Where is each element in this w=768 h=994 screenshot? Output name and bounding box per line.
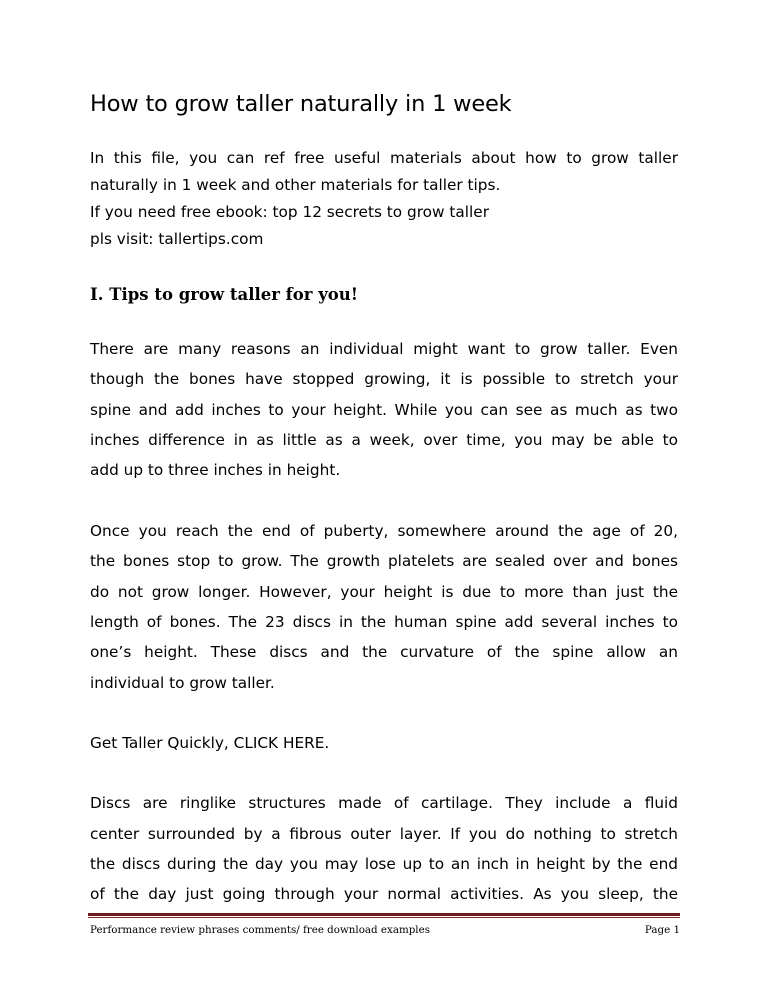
page-content — [90, 90, 678, 940]
intro-block — [90, 145, 678, 253]
section-heading: I. Tips to grow taller for you! — [90, 285, 359, 305]
paragraph-2-line: Once you reach the end of puberty, somewhere around the age of 20, — [90, 521, 678, 540]
paragraph-1-line: though the bones have stopped growing, it is possible to stretch your — [90, 370, 678, 389]
paragraph-3 — [90, 788, 678, 910]
paragraph-2 — [90, 516, 678, 698]
intro-line-3: If you need free ebook: top 12 secrets to grow taller — [90, 203, 489, 222]
footer-rule-thin — [88, 917, 680, 918]
paragraph-3-line: Discs are ringlike structures made of cartilage. They include a fluid — [90, 794, 678, 813]
paragraph-1-line: inches difference in as little as a week, over time, you may be able to — [90, 430, 678, 449]
footer-rule-thick — [88, 913, 680, 916]
footer-caption: Performance review phrases comments/ free download examples — [90, 924, 430, 936]
paragraph-2-line: length of bones. The 23 discs in the human spine add several inches to — [90, 612, 678, 631]
paragraph-3-line: center surrounded by a fibrous outer layer. If you do nothing to stretch — [90, 824, 678, 843]
paragraph-2-line: one’s height. These discs and the curvature of the spine allow an — [90, 643, 678, 662]
paragraph-1-line: There are many reasons an individual might want to grow taller. Even — [90, 339, 678, 358]
paragraph-1-line: spine and add inches to your height. While you can see as much as two — [90, 400, 678, 419]
paragraph-2-line: individual to grow taller. — [90, 673, 275, 692]
get-taller-link-text[interactable]: Get Taller Quickly, CLICK HERE. — [90, 734, 330, 753]
paragraph-1-line: add up to three inches in height. — [90, 461, 341, 480]
intro-line-2: naturally in 1 week and other materials for taller tips. — [90, 176, 501, 195]
paragraph-1 — [90, 334, 678, 486]
intro-line-1: In this file, you can ref free useful materials about how to grow taller — [90, 149, 678, 168]
paragraph-2-line: do not grow longer. However, your height is due to more than just the — [90, 582, 678, 601]
page-number: Page 1 — [644, 924, 680, 936]
paragraph-2-line: the bones stop to grow. The growth platelets are sealed over and bones — [90, 552, 678, 571]
document-title: How to grow taller naturally in 1 week — [90, 91, 512, 117]
intro-line-4: pls visit: tallertips.com — [90, 230, 264, 249]
paragraph-3-line: the discs during the day you may lose up to an inch in height by the end — [90, 854, 678, 873]
paragraph-3-line: of the day just going through your normal activities. As you sleep, the — [90, 885, 678, 904]
